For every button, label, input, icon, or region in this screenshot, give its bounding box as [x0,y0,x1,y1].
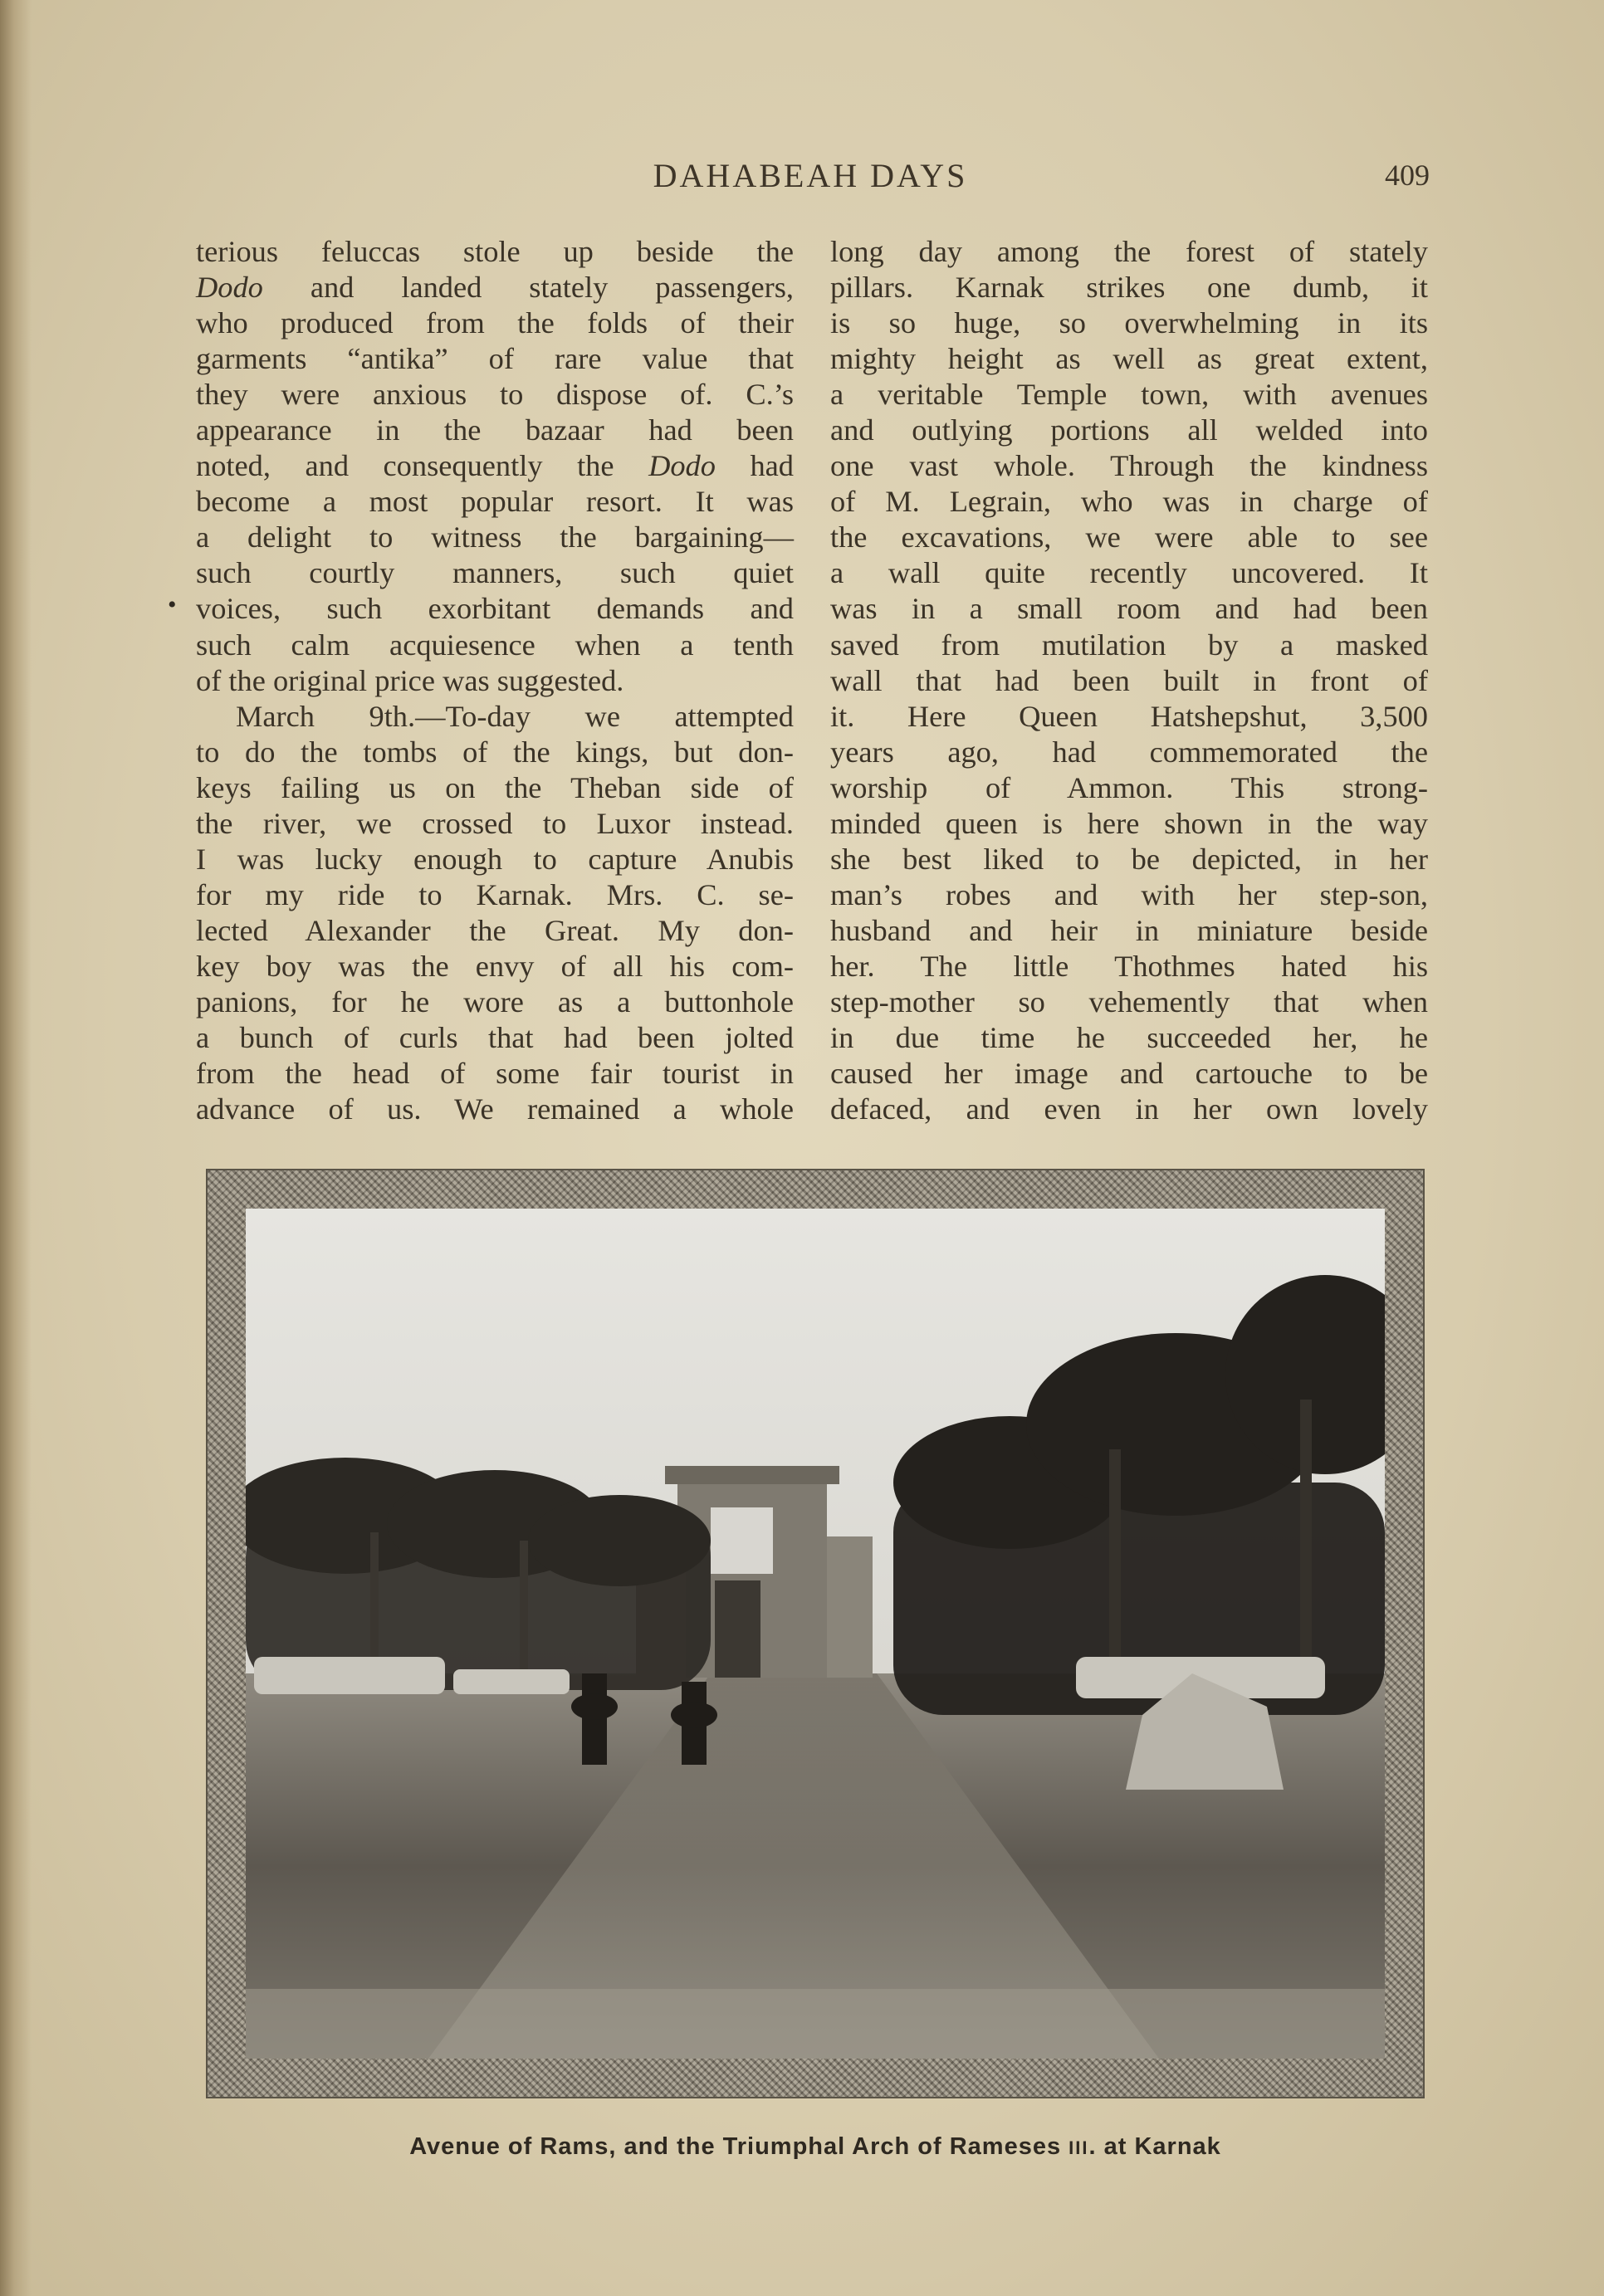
text-line: in due time he succeeded her, he [830,1021,1428,1055]
text-line: March 9th.—To-day we attempted [236,699,794,733]
text-line: who produced from the folds of their [196,306,794,340]
page-number: 409 [1385,159,1430,192]
text-line: appearance in the bazaar had been [196,413,794,447]
text-line: wall that had been built in front of [830,663,1428,697]
text-line: such courtly manners, such quiet [196,556,794,590]
text-line: from the head of some fair tourist in [196,1057,794,1091]
text-line: man’s robes and with her step-son, [830,877,1428,911]
page-gutter-shadow [0,0,32,2296]
text-line: pillars. Karnak strikes one dumb, it [830,271,1428,305]
text-line: a veritable Temple town, with avenues [830,378,1428,412]
text-line: to do the tombs of the kings, but don- [196,735,794,769]
text-line: they were anxious to dispose of. C.’s [196,378,794,412]
text-line: voices, such exorbitant demands and [196,592,794,626]
text-line [196,448,794,484]
text-column-left [196,234,794,1127]
text-line: husband and heir in miniature beside [830,913,1428,947]
text-line: a bunch of curls that had been jolted [196,1021,794,1055]
text-line: a delight to witness the bargaining— [196,520,794,554]
text-line: of the original price was suggested. [196,663,624,697]
photograph-plate [206,1169,1425,2098]
text-segment: had [715,449,795,483]
text-line: saved from mutilation by a masked [830,628,1428,662]
text-line: years ago, had commemorated the [830,735,1428,769]
running-title: DAHABEAH DAYS [653,157,968,194]
text-line: garments “antika” of rare value that [196,342,794,376]
caption-text: Avenue of Rams, and the Triumphal Arch of Rameses [409,2133,1069,2160]
text-line: caused her image and cartouche to be [830,1057,1428,1091]
text-line: minded queen is here shown in the way [830,806,1428,840]
text-line: was in a small room and had been [830,592,1428,626]
text-line: step-mother so vehemently that when [830,984,1428,1019]
text-line: for my ride to Karnak. Mrs. C. se- [196,877,794,911]
text-line: become a most popular resort. It was [196,485,794,519]
text-line [196,270,794,305]
text-line: of M. Legrain, who was in charge of [830,485,1428,519]
caption-text-end: . at Karnak [1088,2133,1221,2160]
text-segment: and landed stately passengers, [262,271,794,305]
text-line: advance of us. We remained a whole [196,1092,794,1126]
italic-ship-name: Dodo [196,271,263,305]
text-line: panions, for he wore as a buttonhole [196,984,794,1019]
text-line: mighty height as well as great extent, [830,342,1428,376]
text-column-right [830,234,1428,1127]
text-line: I was lucky enough to capture Anubis [196,842,794,876]
text-line: long day among the forest of stately [830,235,1428,268]
text-line: is so huge, so overwhelming in its [830,306,1428,340]
text-line: and outlying portions all welded into [830,413,1428,447]
text-line: the excavations, we were able to see [830,520,1428,554]
text-line: key boy was the envy of all his com- [196,949,794,983]
text-line: one vast whole. Through the kindness [830,449,1428,483]
text-line: the river, we crossed to Luxor instead. [196,806,794,840]
text-line: her. The little Thothmes hated his [830,949,1428,983]
caption-smallcaps: III [1069,2137,1089,2158]
text-line: it. Here Queen Hatshepshut, 3,500 [830,699,1428,733]
text-segment: noted, and consequently the [196,449,649,483]
karnak-photograph [246,1209,1385,2059]
text-line: she best liked to be depicted, in her [830,842,1428,876]
figure-caption [206,2133,1425,2161]
text-line: such calm acquiesence when a tenth [196,628,794,662]
italic-ship-name: Dodo [648,449,716,483]
text-line: keys failing us on the Theban side of [196,770,794,804]
running-head [191,156,1430,198]
text-line: a wall quite recently uncovered. It [830,556,1428,590]
text-line: lected Alexander the Great. My don- [196,913,794,947]
margin-mark: • [168,591,177,618]
text-line: terious feluccas stole up beside the [196,235,794,268]
text-line: defaced, and even in her own lovely [830,1092,1428,1126]
text-line: worship of Ammon. This strong- [830,770,1428,804]
